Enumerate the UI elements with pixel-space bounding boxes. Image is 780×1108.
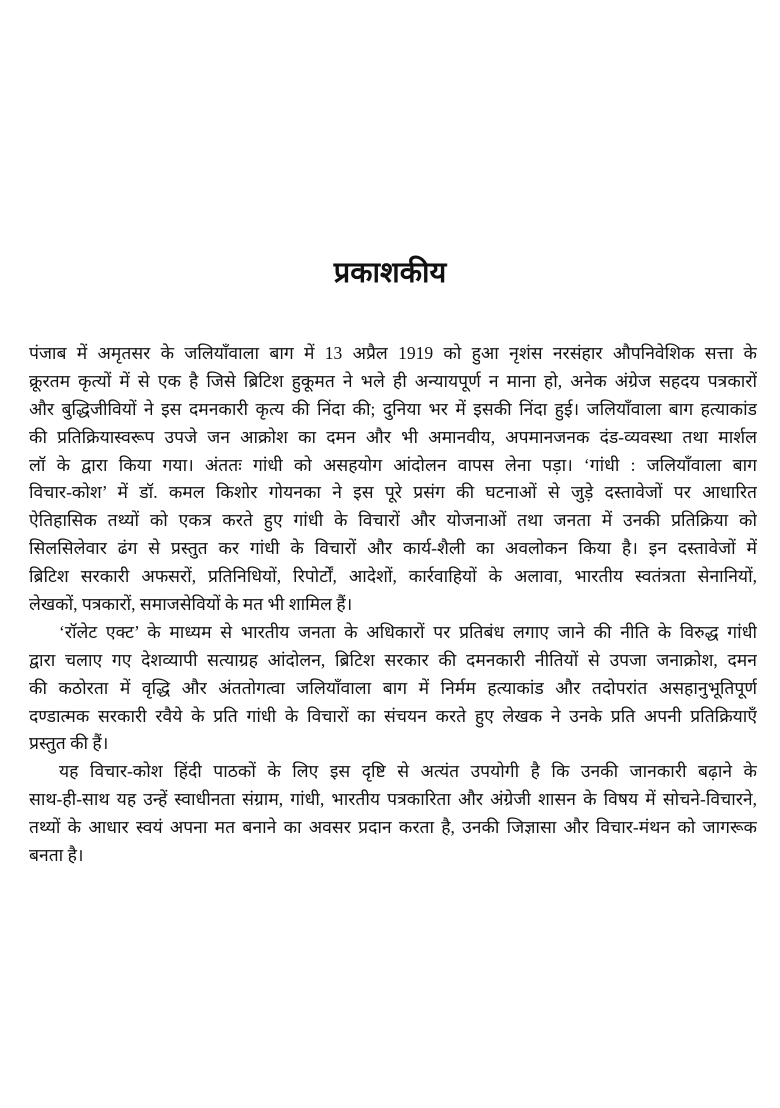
text-line: दण्डात्मक सरकारी रवैये के प्रति गांधी के विचारों का संचयन करते हुए लेखक ने उनके प्रति अपनी प्रतिक्रियाएँ (29, 705, 757, 726)
text-line: की प्रतिक्रियास्वरूप उपजे जन आक्रोश का दमन और भी अमानवीय, अपमानजनक दंड-व्यवस्था तथा मार्शल (29, 426, 757, 447)
paragraph-2 (29, 619, 757, 758)
text-line: की कठोरता में वृद्धि और अंततोगत्वा जलियाँवाला बाग में निर्मम हत्याकांड और तदोपरांत असहानुभूतिपूर्ण (29, 677, 757, 698)
page-title: प्रकाशकीय (333, 257, 447, 289)
text-line: प्रस्तुत की हैं। (29, 733, 109, 754)
text-line: और बुद्धिजीवियों ने इस दमनकारी कृत्य की निंदा की; दुनिया भर में इसकी निंदा हुई। जलियाँवाला बाग हत्याकांड (29, 398, 757, 419)
text-line: सिलसिलेवार ढंग से प्रस्तुत कर गांधी के विचारों और कार्य-शैली का अवलोकन किया है। इन दस्तावेजों में (29, 538, 757, 559)
paragraph-3 (29, 758, 757, 870)
document-body (29, 340, 757, 870)
text-line: ब्रिटिश सरकारी अफसरों, प्रतिनिधियों, रिपोर्टों, आदेशों, कार्रवाहियों के अलावा, भारतीय स्वतंत्रता सेनानियों, (29, 566, 757, 587)
text-line: लॉ के द्वारा किया गया। अंततः गांधी को असहयोग आंदोलन वापस लेना पड़ा। ‘गांधी : जलियाँवाला बाग (29, 454, 757, 475)
text-line: ‘रॉलेट एक्ट’ के माध्यम से भारतीय जनता के अधिकारों पर प्रतिबंध लगाए जाने की नीति के विरुद्ध गांधी (59, 621, 757, 642)
text-line: तथ्यों के आधार स्वयं अपना मत बनाने का अवसर प्रदान करता है, उनकी जिज्ञासा और विचार-मंथन को जागरूक (29, 817, 757, 838)
text-line: पंजाब में अमृतसर के जलियाँवाला बाग में 13 अप्रैल 1919 को हुआ नृशंस नरसंहार औपनिवेशिक सत्ता के (29, 343, 757, 363)
text-line: लेखकों, पत्रकारों, समाजसेवियों के मत भी शामिल हैं। (29, 594, 353, 615)
text-line: बनता है। (29, 845, 84, 866)
text-line: क्रूरतम कृत्यों में से एक है जिसे ब्रिटिश हुकूमत ने भले ही अन्यायपूर्ण न माना हो, अनेक अंग्रेज सहदय पत्रकारों (29, 370, 757, 391)
text-line: विचार-कोश’ में डॉ. कमल किशोर गोयनका ने इस पूरे प्रसंग की घटनाओं से जुड़े दस्तावेजों पर आधारित (29, 482, 757, 503)
text-line: द्वारा चलाए गए देशव्यापी सत्याग्रह आंदोलन, ब्रिटिश सरकार की दमनकारी नीतियों से उपजा जनाक्रोश, दमन (29, 649, 757, 670)
text-line: ऐतिहासिक तथ्यों को एकत्र करते हुए गांधी के विचारों और योजनाओं तथा जनता में उनकी प्रतिक्रिया को (29, 510, 757, 531)
paragraph-1 (29, 340, 757, 619)
text-line: साथ-ही-साथ यह उन्हें स्वाधीनता संग्राम, गांधी, भारतीय पत्रकारिता और अंग्रेजी शासन के विषय में सोचने-विचारने, (29, 789, 757, 810)
text-line: यह विचार-कोश हिंदी पाठकों के लिए इस दृष्टि से अत्यंत उपयोगी है कि उनकी जानकारी बढ़ाने के (59, 761, 757, 782)
